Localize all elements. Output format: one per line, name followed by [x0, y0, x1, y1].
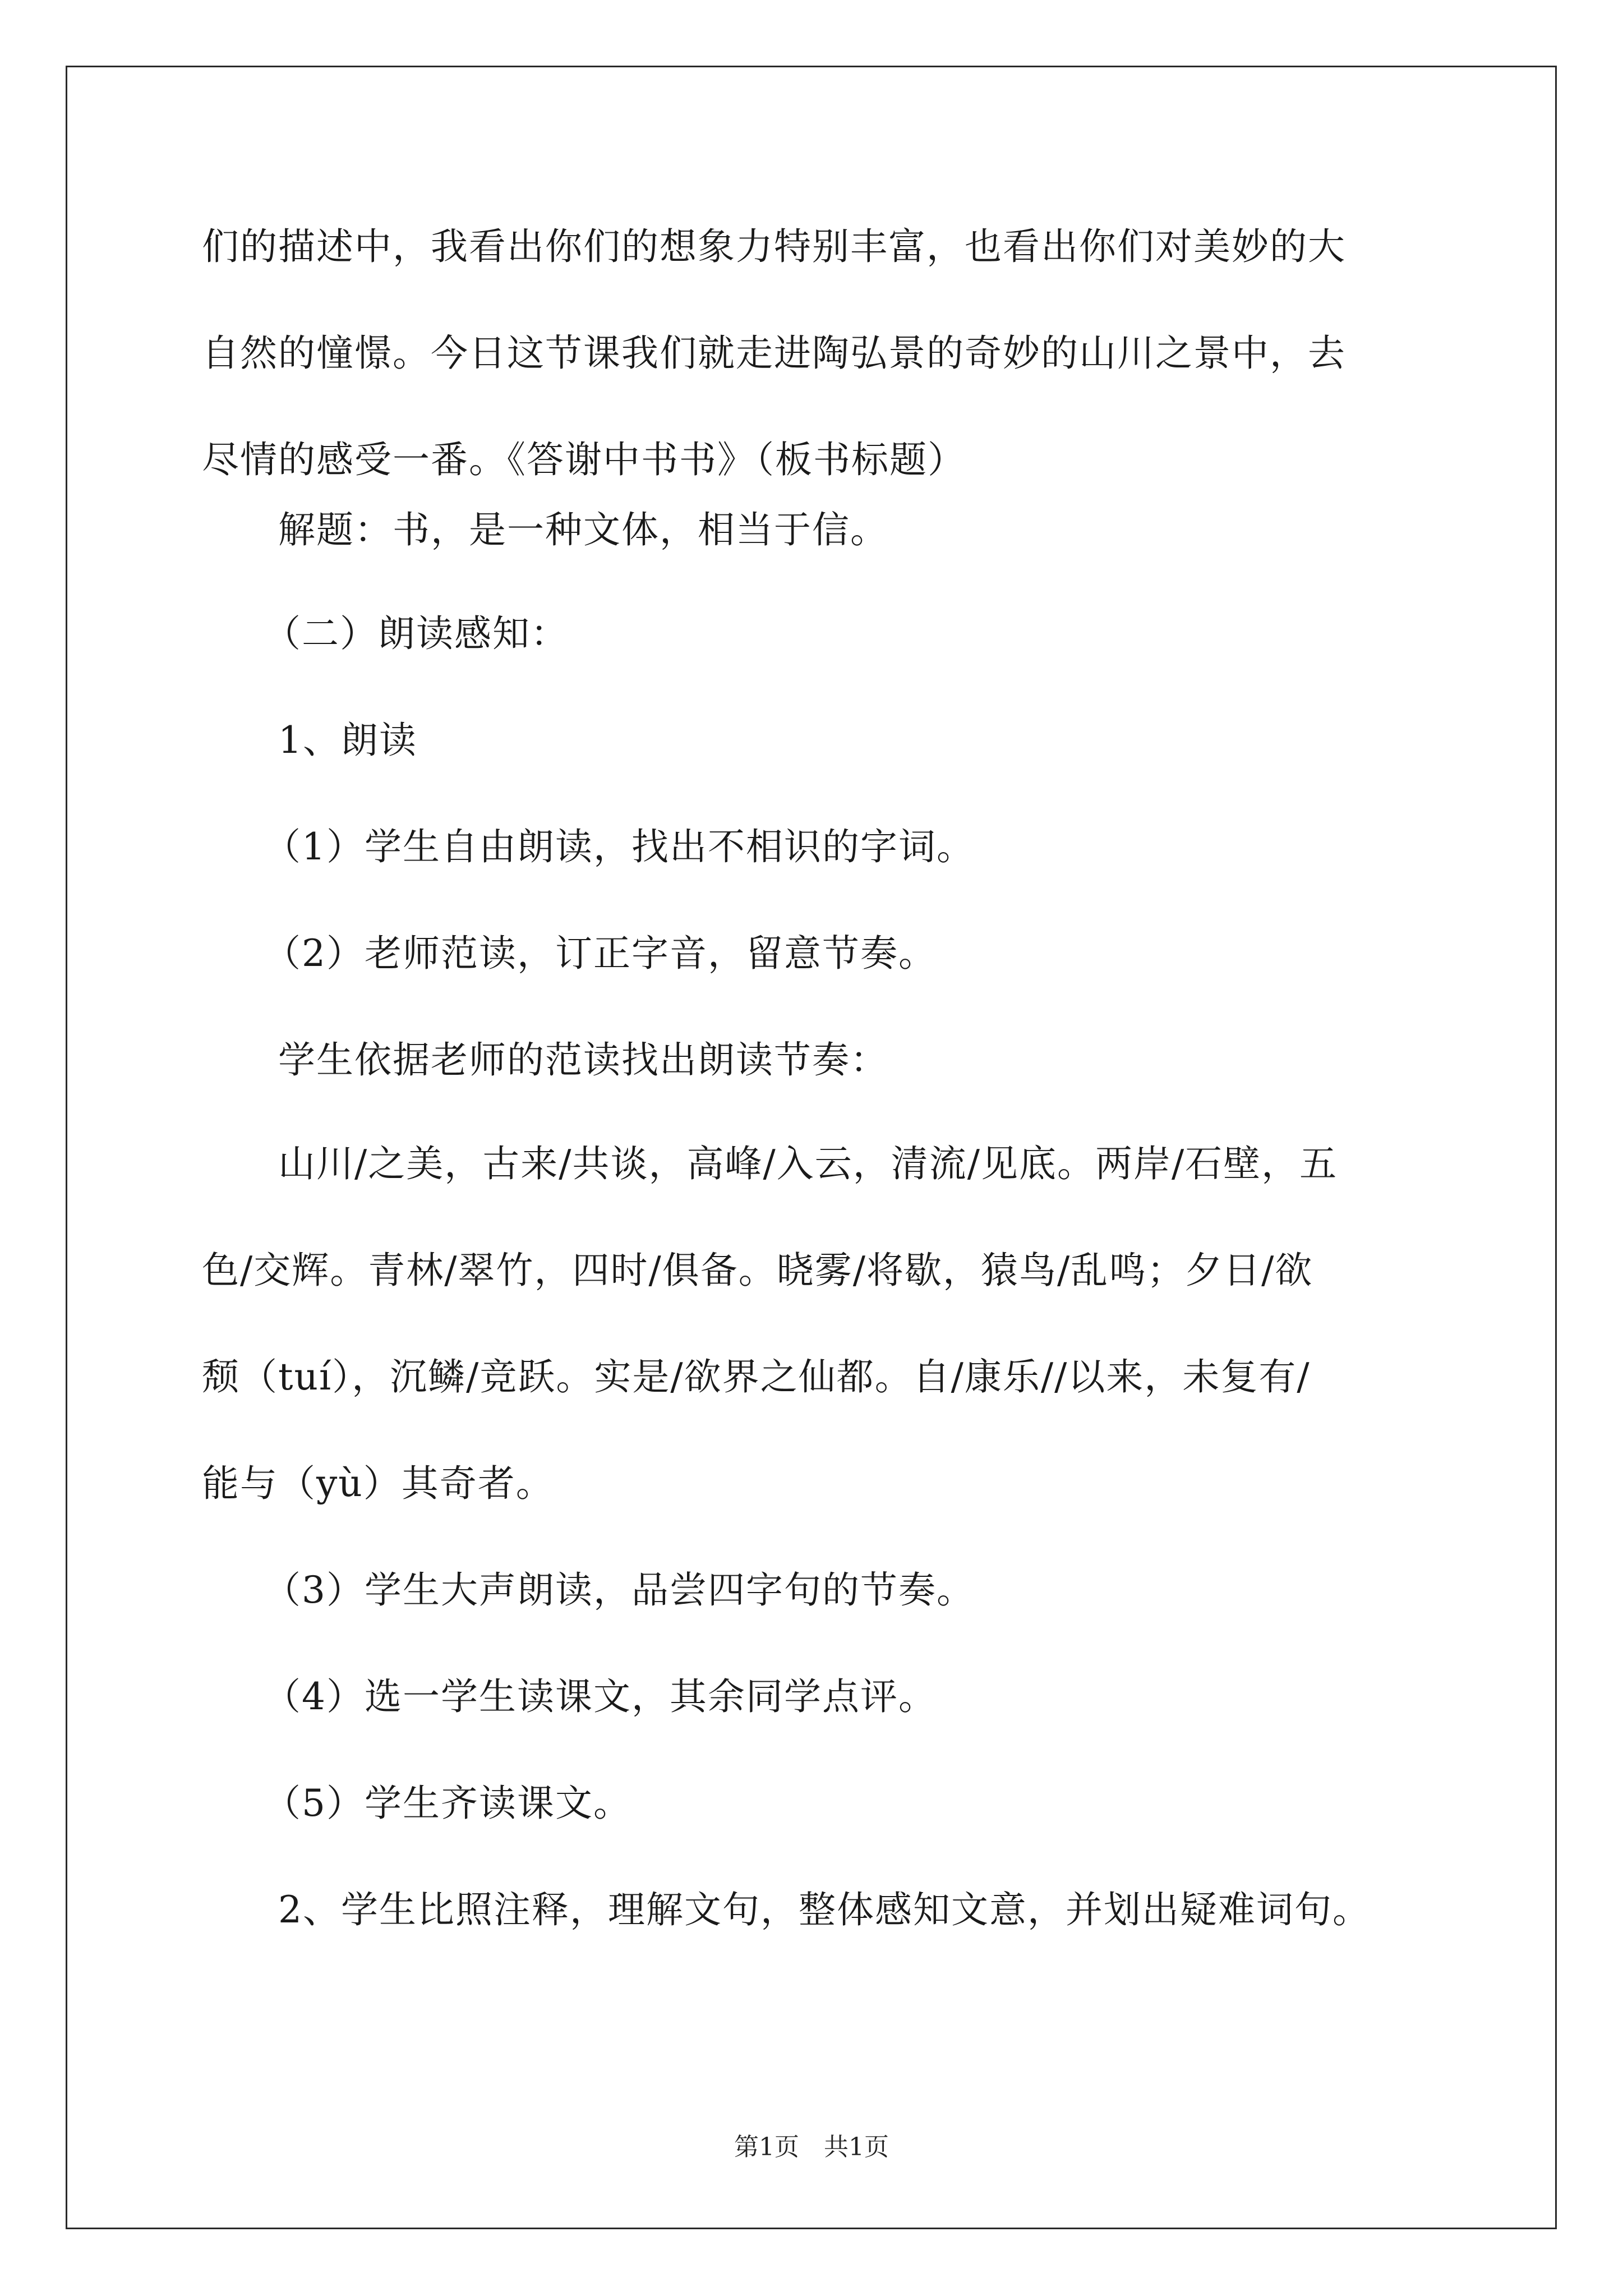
text-line: 解题：书，是一种文体，相当于信。 — [278, 508, 888, 551]
section-heading: （二）朗读感知： — [264, 612, 569, 655]
text-line: 能与（yù）其奇者。 — [202, 1462, 554, 1505]
text-line: 尽情的感受一番。《答谢中书书》（板书标题） — [202, 438, 966, 481]
text-line: （4）选一学生读课文，其余同学点评。 — [264, 1675, 937, 1718]
text-line: 学生依据老师的范读找出朗读节奏： — [278, 1038, 888, 1082]
text-line: 自然的憧憬。今日这节课我们就走进陶弘景的奇妙的山川之景中，去 — [202, 332, 1346, 375]
text-line: （5）学生齐读课文。 — [264, 1782, 631, 1825]
text-line: 们的描述中，我看出你们的想象力特别丰富，也看出你们对美妙的大 — [202, 225, 1346, 268]
text-line: 山川/之美，古来/共谈，高峰/入云，清流/见底。两岸/石壁，五 — [278, 1142, 1338, 1185]
page-number: 第1页 共1页 — [734, 2133, 889, 2161]
text-line: 1、朗读 — [278, 719, 417, 762]
text-line: （3）学生大声朗读，品尝四字句的节奏。 — [264, 1568, 975, 1612]
text-line: 色/交辉。青林/翠竹，四时/俱备。晓雾/将歇，猿鸟/乱鸣；夕日/欲 — [202, 1249, 1313, 1292]
text-line: （1）学生自由朗读，找出不相识的字词。 — [264, 825, 975, 868]
text-line: 颓（tuí），沉鳞/竞跃。实是/欲界之仙都。自/康乐//以来，未复有/ — [202, 1355, 1311, 1398]
text-line: 2、学生比照注释，理解文句，整体感知文意，并划出疑难词句。 — [278, 1888, 1371, 1931]
text-line: （2）老师范读，订正字音，留意节奏。 — [264, 932, 937, 975]
